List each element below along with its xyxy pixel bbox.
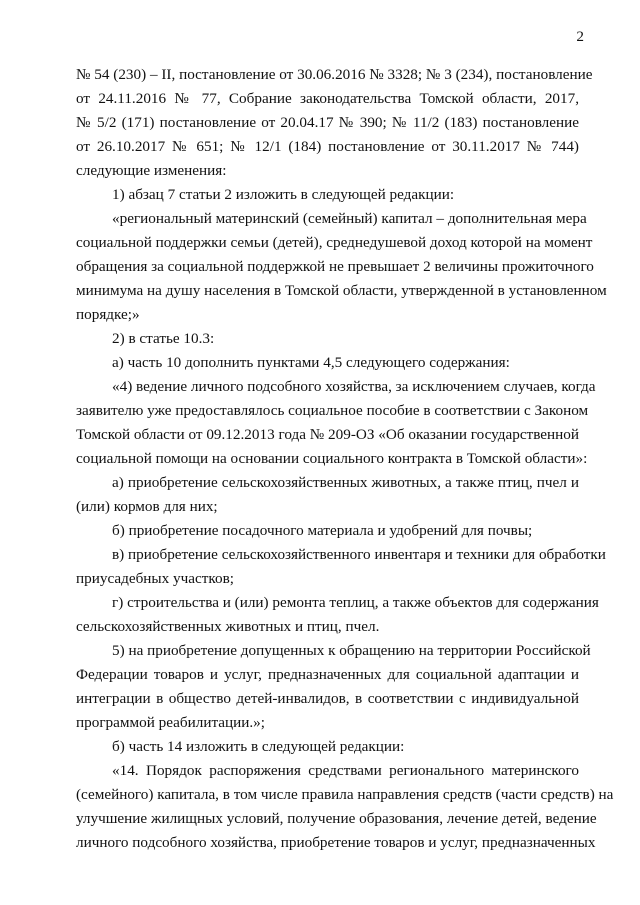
text-line: № 54 (230) – II, постановление от 30.06.2016 № 3328; № 3 (234), постановление xyxy=(76,66,593,83)
text-line: № 5/2 (171) постановление от 20.04.17 № 390; № 11/2 (183) постановление xyxy=(76,114,579,131)
text-line: от 26.10.2017 № 651; № 12/1 (184) постановление от 30.11.2017 № 744) xyxy=(76,138,579,155)
text-line: «4) ведение личного подсобного хозяйства, за исключением случаев, когда xyxy=(112,378,596,395)
text-line: обращения за социальной поддержкой не превышает 2 величины прожиточного xyxy=(76,258,594,275)
text-line: социальной помощи на основании социального контракта в Томской области»: xyxy=(76,450,588,467)
text-line: б) приобретение посадочного материала и удобрений для почвы; xyxy=(112,522,533,539)
text-line: сельскохозяйственных животных и птиц, пчел. xyxy=(76,618,380,635)
text-line: Федерации товаров и услуг, предназначенных для социальной адаптации и xyxy=(76,666,579,683)
text-line: личного подсобного хозяйства, приобретение товаров и услуг, предназначенных xyxy=(76,834,596,851)
text-line: б) часть 14 изложить в следующей редакции: xyxy=(112,738,405,755)
text-line: (или) кормов для них; xyxy=(76,498,218,515)
text-line: «региональный материнский (семейный) капитал – дополнительная мера xyxy=(112,210,587,227)
text-line: социальной поддержки семьи (детей), среднедушевой доход которой на момент xyxy=(76,234,593,251)
text-line: 2) в статье 10.3: xyxy=(112,330,215,347)
text-line: в) приобретение сельскохозяйственного инвентаря и техники для обработки xyxy=(112,546,606,563)
text-line: программой реабилитации.»; xyxy=(76,714,265,731)
text-line: «14. Порядок распоряжения средствами регионального материнского xyxy=(112,762,579,779)
text-line: порядке;» xyxy=(76,306,140,323)
text-line: 5) на приобретение допущенных к обращению на территории Российской xyxy=(112,642,591,659)
text-line: улучшение жилищных условий, получение образования, лечение детей, ведение xyxy=(76,810,597,827)
text-line: интеграции в общество детей-инвалидов, в соответствии с индивидуальной xyxy=(76,690,579,707)
page-number: 2 xyxy=(576,28,584,45)
text-line: г) строительства и (или) ремонта теплиц, а также объектов для содержания xyxy=(112,594,599,611)
text-line: приусадебных участков; xyxy=(76,570,234,587)
text-line: (семейного) капитала, в том числе правила направления средств (части средств) на xyxy=(76,786,614,803)
text-line: следующие изменения: xyxy=(76,162,227,179)
text-line: от 24.11.2016 № 77, Собрание законодательства Томской области, 2017, xyxy=(76,90,579,107)
text-line: а) приобретение сельскохозяйственных животных, а также птиц, пчел и xyxy=(112,474,579,491)
text-line: 1) абзац 7 статьи 2 изложить в следующей редакции: xyxy=(112,186,455,203)
text-line: заявителю уже предоставлялось социальное пособие в соответствии с Законом xyxy=(76,402,589,419)
text-line: Томской области от 09.12.2013 года № 209-ОЗ «Об оказании государственной xyxy=(76,426,579,443)
text-line: а) часть 10 дополнить пунктами 4,5 следующего содержания: xyxy=(112,354,510,371)
text-line: минимума на душу населения в Томской области, утвержденной в установленном xyxy=(76,282,607,299)
